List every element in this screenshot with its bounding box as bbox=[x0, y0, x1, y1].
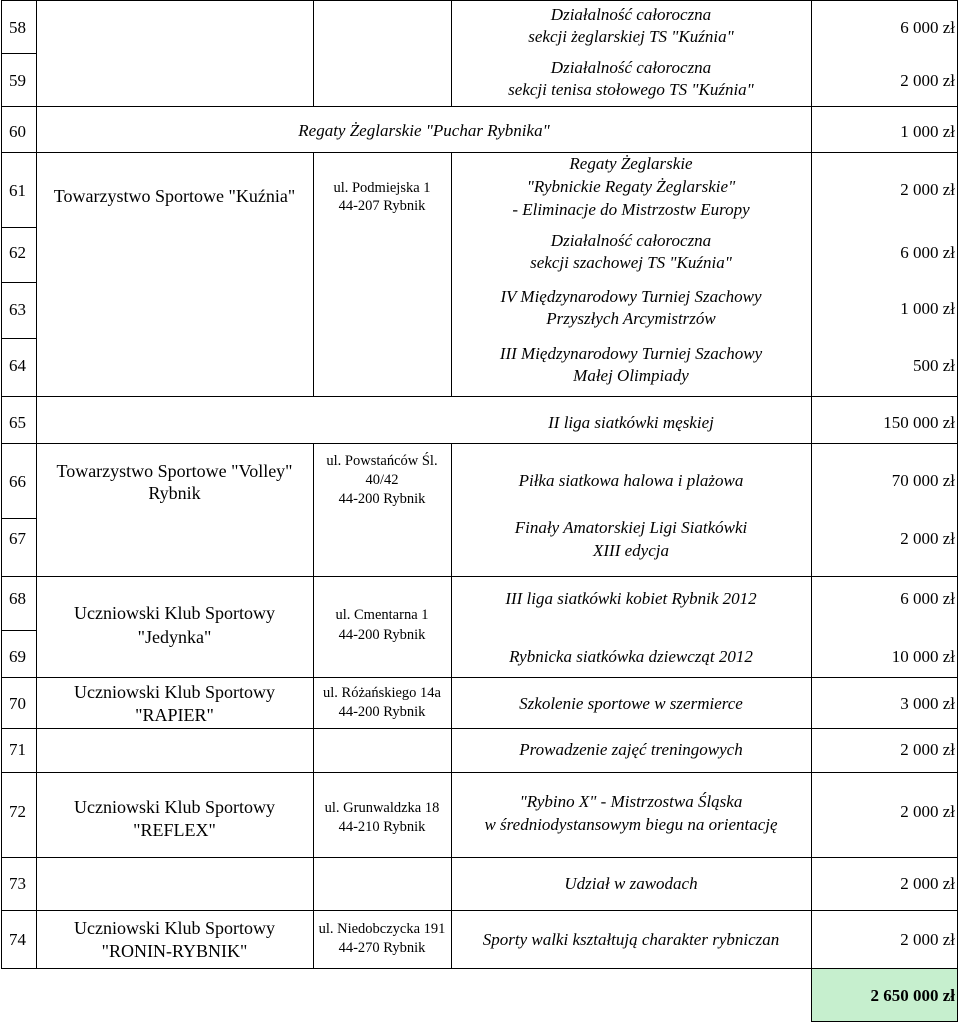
org-address: 44-210 Rybnik bbox=[338, 819, 426, 835]
task-text: Regaty Żeglarskie bbox=[569, 154, 693, 173]
org-name: Towarzystwo Sportowe "Kuźnia" bbox=[53, 186, 296, 206]
amount-cell: 2 000 zł bbox=[900, 930, 955, 949]
task-text: Prowadzenie zajęć treningowych bbox=[519, 740, 743, 759]
amount-cell: 70 000 zł bbox=[891, 471, 955, 490]
amount-cell: 2 000 zł bbox=[900, 740, 955, 759]
task-text: Działalność całoroczna bbox=[550, 58, 712, 77]
task-text: Finały Amatorskiej Ligi Siatkówki bbox=[514, 518, 748, 537]
amount-cell: 1 000 zł bbox=[900, 299, 955, 318]
task-text: Regaty Żeglarskie "Puchar Rybnika" bbox=[298, 121, 550, 140]
row-number: 63 bbox=[9, 300, 26, 319]
row-number: 67 bbox=[9, 529, 26, 548]
org-address: 44-200 Rybnik bbox=[338, 704, 426, 720]
row-number: 68 bbox=[9, 589, 26, 608]
task-text: III liga siatkówki kobiet Rybnik 2012 bbox=[505, 589, 757, 608]
task-text: III Międzynarodowy Turniej Szachowy bbox=[499, 344, 763, 363]
org-address: 44-200 Rybnik bbox=[338, 491, 426, 507]
task-text: sekcji żeglarskiej TS "Kuźnia" bbox=[528, 27, 734, 46]
row-number: 59 bbox=[9, 71, 26, 90]
org-name: "REFLEX" bbox=[133, 820, 216, 840]
amount-cell: 2 000 zł bbox=[900, 71, 955, 90]
row-number: 62 bbox=[9, 243, 26, 262]
org-name: Uczniowski Klub Sportowy bbox=[74, 603, 275, 623]
org-address: ul. Różańskiego 14a bbox=[323, 685, 441, 701]
org-name: Uczniowski Klub Sportowy bbox=[74, 918, 275, 938]
row-number: 64 bbox=[9, 356, 26, 375]
amount-cell: 2 000 zł bbox=[900, 874, 955, 893]
row-number: 72 bbox=[9, 802, 26, 821]
org-address: 44-207 Rybnik bbox=[338, 198, 426, 214]
org-address: 40/42 bbox=[365, 472, 399, 488]
amount-cell: 500 zł bbox=[912, 356, 955, 375]
task-text: Małej Olimpiady bbox=[573, 366, 689, 385]
row-number: 65 bbox=[9, 413, 26, 432]
task-text: IV Międzynarodowy Turniej Szachowy bbox=[500, 287, 762, 306]
org-name: Uczniowski Klub Sportowy bbox=[74, 682, 275, 702]
row-number: 60 bbox=[9, 122, 26, 141]
amount-cell: 2 000 zł bbox=[900, 529, 955, 548]
org-name: "RAPIER" bbox=[135, 705, 214, 725]
org-name: Towarzystwo Sportowe "Volley" bbox=[56, 461, 293, 481]
org-address: ul. Cmentarna 1 bbox=[335, 607, 429, 623]
amount-cell: 2 000 zł bbox=[900, 802, 955, 821]
row-number: 61 bbox=[9, 181, 26, 200]
total-amount: 2 650 000 zł bbox=[870, 986, 955, 1005]
task-text: Udział w zawodach bbox=[564, 874, 698, 893]
amount-cell: 150 000 zł bbox=[883, 413, 955, 432]
org-address: ul. Niedobczycka 191 bbox=[318, 921, 446, 937]
amount-cell: 10 000 zł bbox=[891, 647, 955, 666]
org-name: "Jedynka" bbox=[137, 627, 212, 647]
task-text: "Rybino X" - Mistrzostwa Śląska bbox=[519, 792, 743, 811]
task-text: sekcji szachowej TS "Kuźnia" bbox=[530, 253, 732, 272]
task-text: sekcji tenisa stołowego TS "Kuźnia" bbox=[508, 80, 754, 99]
amount-cell: 1 000 zł bbox=[900, 122, 955, 141]
amount-cell: 3 000 zł bbox=[900, 694, 955, 713]
org-address: ul. Powstańców Śl. bbox=[326, 453, 438, 469]
amount-cell: 6 000 zł bbox=[900, 243, 955, 262]
org-name: "RONIN-RYBNIK" bbox=[101, 941, 248, 961]
org-name: Rybnik bbox=[148, 483, 201, 503]
row-number: 73 bbox=[9, 874, 26, 893]
org-name: Uczniowski Klub Sportowy bbox=[74, 797, 275, 817]
amount-cell: 6 000 zł bbox=[900, 589, 955, 608]
org-address: ul. Grunwaldzka 18 bbox=[324, 800, 440, 816]
org-address: 44-200 Rybnik bbox=[338, 627, 426, 643]
task-text: Piłka siatkowa halowa i plażowa bbox=[518, 471, 744, 490]
task-text: XIII edycja bbox=[593, 541, 669, 560]
org-address: ul. Podmiejska 1 bbox=[333, 180, 431, 196]
task-text: Przyszłych Arcymistrzów bbox=[546, 309, 716, 328]
task-text: Sporty walki kształtują charakter rybniczan bbox=[482, 930, 780, 949]
task-text: Działalność całoroczna bbox=[550, 5, 712, 24]
task-text: w średniodystansowym biegu na orientację bbox=[484, 815, 778, 834]
task-text: II liga siatkówki męskiej bbox=[548, 413, 714, 432]
amount-cell: 2 000 zł bbox=[900, 180, 955, 199]
row-number: 70 bbox=[9, 694, 26, 713]
row-number: 71 bbox=[9, 740, 26, 759]
row-number: 69 bbox=[9, 647, 26, 666]
task-text: Działalność całoroczna bbox=[550, 231, 712, 250]
task-text: "Rybnickie Regaty Żeglarskie" bbox=[526, 177, 736, 196]
row-number: 58 bbox=[9, 18, 26, 37]
amount-cell: 6 000 zł bbox=[900, 18, 955, 37]
task-text: Rybnicka siatkówka dziewcząt 2012 bbox=[509, 647, 753, 666]
row-number: 74 bbox=[9, 930, 26, 949]
task-text: Szkolenie sportowe w szermierce bbox=[519, 694, 743, 713]
row-number: 66 bbox=[9, 472, 26, 491]
task-text: - Eliminacje do Mistrzostw Europy bbox=[512, 200, 750, 219]
org-address: 44-270 Rybnik bbox=[338, 940, 426, 956]
